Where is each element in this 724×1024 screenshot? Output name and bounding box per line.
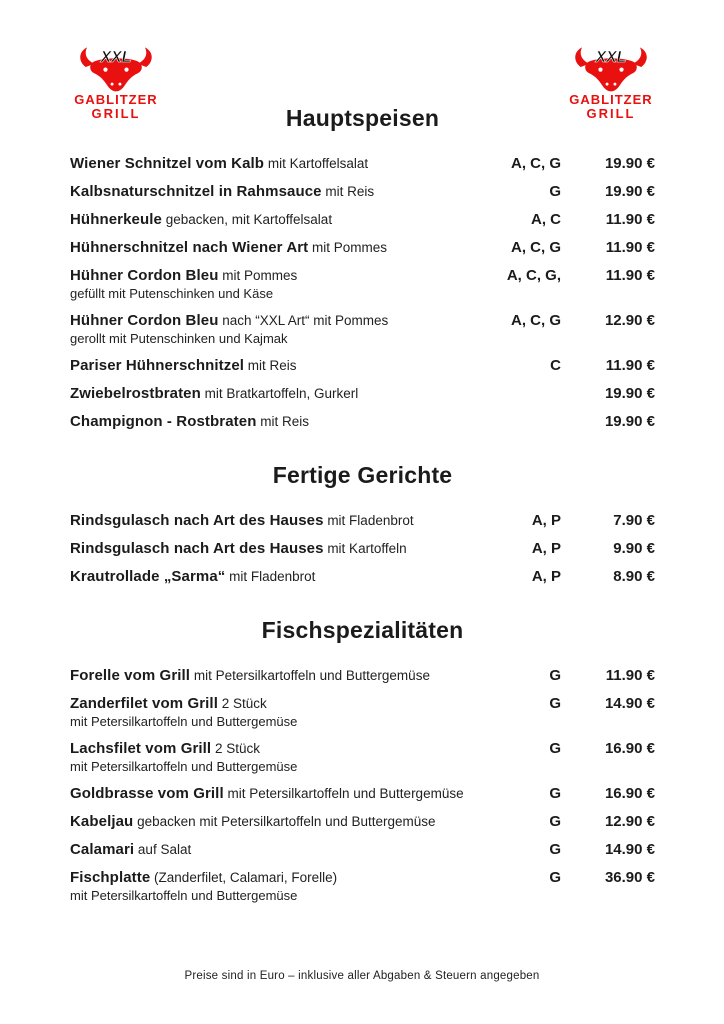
item-price: 8.90 € xyxy=(613,568,655,585)
menu-item-row xyxy=(70,311,655,347)
brand-name-line2: GRILL xyxy=(586,106,636,121)
item-allergen-codes: A, P xyxy=(531,568,561,585)
item-price: 19.90 € xyxy=(604,155,655,172)
item-price: 11.90 € xyxy=(605,357,655,374)
item-description: gebacken mit Petersilkartoffeln und Buttergemüse xyxy=(133,814,436,829)
item-price: 19.90 € xyxy=(604,385,655,402)
item-description: mit Kartoffelsalat xyxy=(264,156,369,171)
menu-item-row xyxy=(70,812,655,831)
menu-item-row xyxy=(70,412,655,431)
menu-item-row xyxy=(70,539,655,558)
item-title-line xyxy=(70,784,483,803)
item-description: 2 Stück xyxy=(217,696,267,711)
menu-item-row xyxy=(70,694,655,730)
item-price: 11.90 € xyxy=(605,267,655,284)
item-price: 12.90 € xyxy=(604,312,655,329)
item-title-line xyxy=(70,384,483,403)
item-text xyxy=(70,311,491,347)
logo-xxl-text: XXL xyxy=(595,48,627,66)
item-title-line xyxy=(70,539,483,558)
item-description-line2: mit Petersilkartoffeln und Buttergemüse xyxy=(70,888,298,903)
item-allergen-codes: G xyxy=(549,869,561,886)
footer-note: Preise sind in Euro – inklusive aller Abgaben & Steuern angegeben xyxy=(184,970,540,982)
item-text xyxy=(70,182,491,201)
bull-icon xyxy=(568,46,654,92)
menu-item-row xyxy=(70,666,655,685)
item-description-line2: gerollt mit Putenschinken und Kajmak xyxy=(70,331,288,346)
menu-item-row xyxy=(70,567,655,586)
brand-logo-left xyxy=(68,46,164,121)
item-description: mit Bratkartoffeln, Gurkerl xyxy=(200,386,359,401)
item-allergen-codes: G xyxy=(549,841,561,858)
section-title: Fertige Gerichte xyxy=(272,462,453,488)
item-description: mit Pommes xyxy=(308,240,388,255)
bull-icon xyxy=(73,46,159,92)
item-description: mit Fladenbrot xyxy=(323,513,414,528)
item-text xyxy=(70,154,491,173)
item-name: Zwiebelrostbraten xyxy=(70,385,201,402)
item-allergen-codes: G xyxy=(549,785,561,802)
item-name: Kalbsnaturschnitzel in Rahmsauce xyxy=(70,183,322,200)
item-text xyxy=(70,356,491,375)
item-price: 14.90 € xyxy=(604,841,655,858)
item-text xyxy=(70,567,491,586)
menu-item-row xyxy=(70,739,655,775)
item-description: nach “XXL Art“ mit Pommes xyxy=(218,313,389,328)
item-title-line xyxy=(70,311,483,330)
item-price: 11.90 € xyxy=(605,211,655,228)
item-name: Rindsgulasch nach Art des Hauses xyxy=(70,540,324,557)
menu-sections xyxy=(70,104,655,904)
item-text xyxy=(70,384,491,403)
item-text xyxy=(70,210,491,229)
item-price: 19.90 € xyxy=(604,183,655,200)
item-title-line xyxy=(70,238,483,257)
menu-item-row xyxy=(70,238,655,257)
item-title-line xyxy=(70,739,483,758)
item-name: Pariser Hühnerschnitzel xyxy=(70,357,245,374)
item-allergen-codes: G xyxy=(549,695,561,712)
brand-name-line1: GABLITZER xyxy=(74,92,158,107)
item-title-line xyxy=(70,812,483,831)
logo-xxl-text: XXL xyxy=(100,48,132,66)
menu-item-row xyxy=(70,384,655,403)
item-description: gebacken, mit Kartoffelsalat xyxy=(161,212,333,227)
item-allergen-codes: A, P xyxy=(531,540,561,557)
item-text xyxy=(70,840,491,859)
item-description: mit Pommes xyxy=(218,268,298,283)
item-price: 16.90 € xyxy=(604,740,655,757)
menu-section xyxy=(70,104,655,431)
item-allergen-codes: G xyxy=(549,740,561,757)
item-description: auf Salat xyxy=(134,842,192,857)
item-name: Forelle vom Grill xyxy=(70,667,191,684)
item-allergen-codes: A, C, G xyxy=(510,239,561,256)
item-price: 7.90 € xyxy=(613,512,655,529)
item-name: Kabeljau xyxy=(70,813,134,830)
item-price: 11.90 € xyxy=(605,667,655,684)
item-price: 14.90 € xyxy=(604,695,655,712)
item-name: Hühnerschnitzel nach Wiener Art xyxy=(70,239,309,256)
item-allergen-codes: G xyxy=(549,183,561,200)
menu-item-row xyxy=(70,511,655,530)
item-name: Calamari xyxy=(70,841,135,858)
item-text xyxy=(70,868,491,904)
menu-section xyxy=(70,461,655,586)
item-allergen-codes: A, C, G xyxy=(510,312,561,329)
item-price: 11.90 € xyxy=(605,239,655,256)
item-title-line xyxy=(70,356,483,375)
item-description: mit Petersilkartoffeln und Buttergemüse xyxy=(190,668,430,683)
item-description-line2: gefüllt mit Putenschinken und Käse xyxy=(70,286,274,301)
item-price: 36.90 € xyxy=(604,869,655,886)
item-text xyxy=(70,694,491,730)
item-text xyxy=(70,539,491,558)
item-title-line xyxy=(70,666,483,685)
menu-item-row xyxy=(70,210,655,229)
item-text xyxy=(70,511,491,530)
item-title-line xyxy=(70,210,483,229)
item-title-line xyxy=(70,694,483,713)
item-text xyxy=(70,812,491,831)
item-price: 12.90 € xyxy=(604,813,655,830)
menu-item-row xyxy=(70,784,655,803)
item-allergen-codes: G xyxy=(549,667,561,684)
brand-name-line2: GRILL xyxy=(91,106,141,121)
menu-item-row xyxy=(70,266,655,302)
menu-section xyxy=(70,616,655,904)
item-description: mit Petersilkartoffeln und Buttergemüse xyxy=(223,786,464,801)
item-name: Rindsgulasch nach Art des Hauses xyxy=(70,512,324,529)
item-name: Hühner Cordon Bleu xyxy=(70,312,219,329)
menu-item-row xyxy=(70,154,655,173)
item-allergen-codes: A, C, G xyxy=(510,155,561,172)
item-description: mit Reis xyxy=(321,184,375,199)
item-description: mit Reis xyxy=(256,414,309,429)
item-text xyxy=(70,666,491,685)
item-title-line xyxy=(70,840,483,859)
item-description-line2: mit Petersilkartoffeln und Buttergemüse xyxy=(70,714,298,729)
brand-name-line1: GABLITZER xyxy=(569,92,653,107)
item-description-line2: mit Petersilkartoffeln und Buttergemüse xyxy=(70,759,298,774)
item-allergen-codes: A, C xyxy=(531,211,561,228)
item-text xyxy=(70,266,491,302)
item-text xyxy=(70,784,491,803)
item-allergen-codes: A, P xyxy=(531,512,561,529)
item-title-line xyxy=(70,182,483,201)
item-text xyxy=(70,412,491,431)
menu-item-row xyxy=(70,840,655,859)
item-description: 2 Stück xyxy=(211,741,260,756)
item-name: Goldbrasse vom Grill xyxy=(70,785,224,802)
item-description: (Zanderfilet, Calamari, Forelle) xyxy=(150,870,338,885)
item-allergen-codes: G xyxy=(549,813,561,830)
item-name: Hühnerkeule xyxy=(70,211,162,228)
item-price: 16.90 € xyxy=(604,785,655,802)
item-description: mit Reis xyxy=(244,358,297,373)
item-text xyxy=(70,739,491,775)
item-name: Zanderfilet vom Grill xyxy=(70,695,218,712)
item-name: Hühner Cordon Bleu xyxy=(70,267,219,284)
item-allergen-codes: C xyxy=(550,357,561,374)
item-name: Lachsfilet vom Grill xyxy=(70,740,212,757)
brand-logo-right xyxy=(563,46,659,121)
item-name: Krautrollade „Sarma“ xyxy=(70,568,226,585)
item-price: 19.90 € xyxy=(604,413,655,430)
menu-item-row xyxy=(70,868,655,904)
item-title-line xyxy=(70,511,483,530)
item-text xyxy=(70,238,491,257)
item-name: Wiener Schnitzel vom Kalb xyxy=(70,155,265,172)
item-title-line xyxy=(70,266,483,285)
item-title-line xyxy=(70,154,483,173)
section-title: Fischspezialitäten xyxy=(261,617,464,643)
menu-item-row xyxy=(70,182,655,201)
section-title: Hauptspeisen xyxy=(285,105,440,131)
item-title-line xyxy=(70,868,483,887)
item-description: mit Fladenbrot xyxy=(225,569,316,584)
item-name: Fischplatte xyxy=(70,869,151,886)
item-description: mit Kartoffeln xyxy=(323,541,407,556)
item-title-line xyxy=(70,412,483,431)
menu-item-row xyxy=(70,356,655,375)
item-title-line xyxy=(70,567,483,586)
item-price: 9.90 € xyxy=(613,540,655,557)
item-allergen-codes: A, C, G, xyxy=(506,267,561,284)
item-name: Champignon - Rostbraten xyxy=(70,413,257,430)
